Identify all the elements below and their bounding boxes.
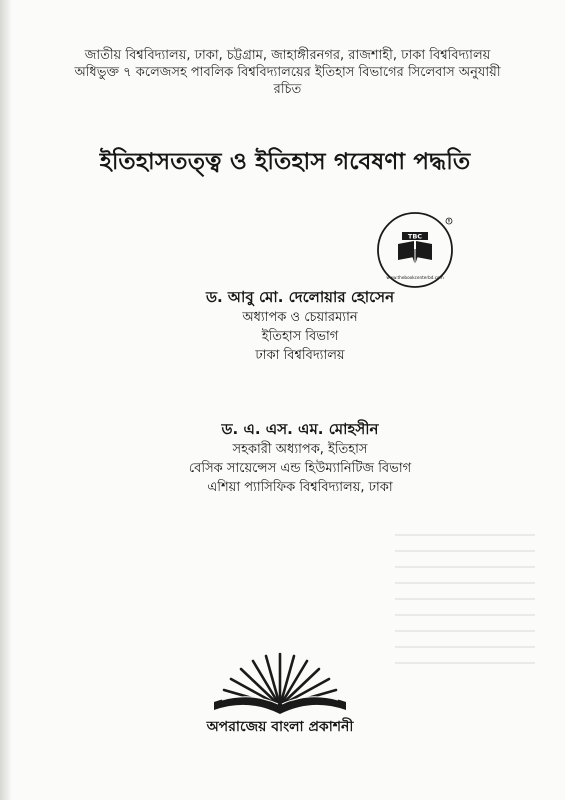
publisher-logo	[208, 646, 352, 720]
page-edge-shadow	[0, 0, 12, 800]
seal-initials: TBC	[407, 232, 423, 241]
author-2-department: বেসিক সায়েন্সেস এন্ড হিউম্যানিটিজ বিভাগ	[188, 461, 412, 476]
seal-website: www.thebookcenterbd.com	[386, 275, 444, 280]
author-1-block	[150, 286, 450, 365]
syllabus-line-1: জাতীয় বিশ্ববিদ্যালয়, ঢাকা, চট্টগ্রাম, জাহাঙ্গীরনগর, রাজশাহী, ঢাকা বিশ্ববিদ্যালয়	[84, 48, 491, 63]
author-1-name: ড. আবু মো. দেলোয়ার হোসেন	[205, 288, 395, 306]
svg-text:R: R	[447, 218, 451, 224]
publisher-name: অপরাজেয় বাংলা প্রকাশনী	[206, 719, 354, 735]
author-1-institution: ঢাকা বিশ্ববিদ্যালয়	[255, 348, 345, 363]
book-title: ইতিহাসতত্ত্ব ও ইতিহাস গবেষণা পদ্ধতি	[99, 149, 471, 175]
author-2-block	[150, 418, 450, 497]
tbc-seal-logo	[374, 209, 456, 291]
author-1-designation: অধ্যাপক ও চেয়ারম্যান	[242, 310, 358, 325]
author-2-designation: সহকারী অধ্যাপক, ইতিহাস	[232, 442, 368, 457]
syllabus-note	[40, 47, 535, 98]
syllabus-line-3: রচিত	[273, 82, 302, 97]
author-1-department: ইতিহাস বিভাগ	[261, 329, 339, 344]
tbc-seal-icon	[374, 209, 456, 291]
reverse-side-bleed-through	[395, 520, 535, 670]
author-2-institution: এশিয়া প্যাসিফিক বিশ্ববিদ্যালয়, ঢাকা	[207, 480, 393, 495]
author-2-name: ড. এ. এস. এম. মোহসীন	[221, 420, 379, 438]
open-book-sunburst-icon	[208, 646, 352, 720]
syllabus-line-2: অধিভুক্ত ৭ কলেজসহ পাবলিক বিশ্ববিদ্যালয়ের ইতিহাস বিভাগের সিলেবাস অনুযায়ী	[74, 65, 501, 80]
